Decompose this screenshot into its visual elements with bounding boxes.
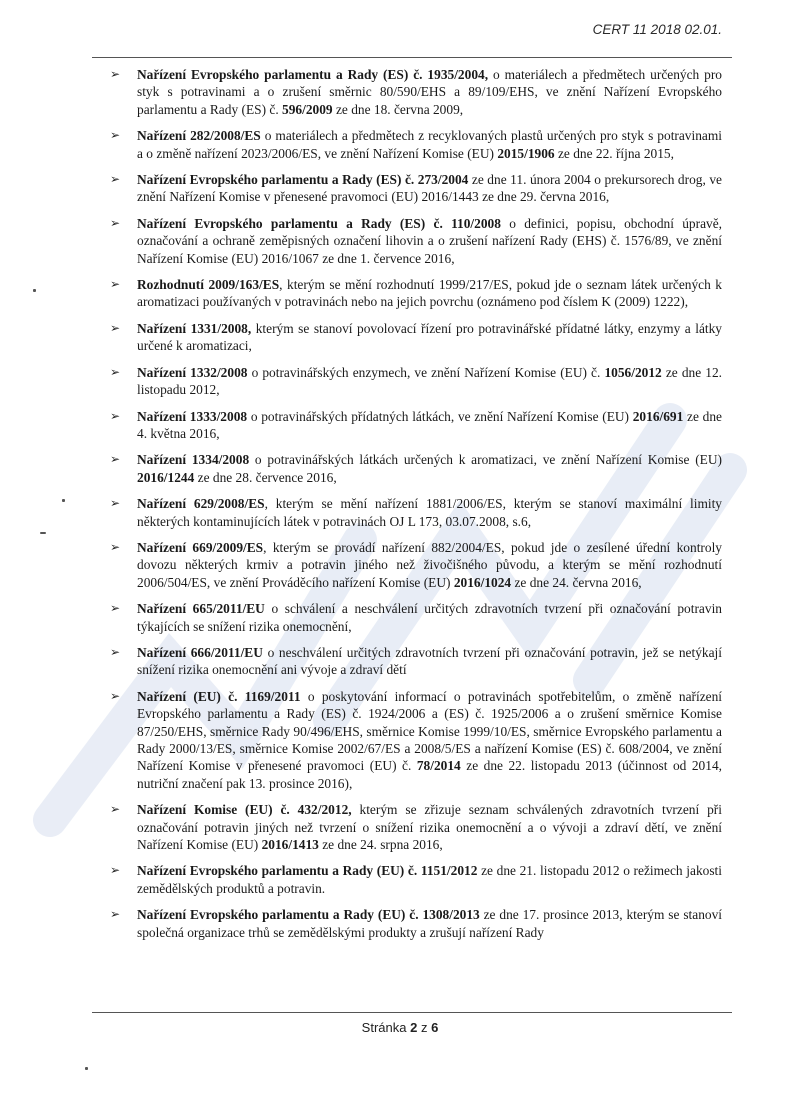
- regulation-reference: 2016/1413: [261, 837, 319, 853]
- regulation-item: [110, 644, 722, 679]
- regulation-text: ze dne 24. srpna 2016,: [318, 837, 443, 853]
- regulation-text: o neschválení určitých zdravotních tvrzení při označování potravin, jež se netýkají snížení rizika onemocnění ani vývoje a zdraví dětí: [137, 644, 722, 678]
- regulation-text: ze dne 4. května 2016,: [137, 408, 722, 441]
- arrowhead-bullet-icon: ➢: [110, 67, 121, 81]
- regulation-reference: Nařízení 665/2011/EU: [137, 601, 265, 617]
- regulation-reference: Nařízení Komise (EU) č. 432/2012,: [137, 802, 352, 818]
- regulation-item: [110, 66, 722, 118]
- regulation-reference: Nařízení (EU) č. 1169/2011: [137, 688, 301, 704]
- regulation-item: [110, 127, 722, 162]
- regulation-text: ze dne 28. července 2016,: [194, 469, 337, 485]
- page-word: Stránka: [361, 1020, 407, 1035]
- regulation-reference: 2015/1906: [497, 145, 555, 161]
- arrowhead-bullet-icon: ➢: [110, 408, 121, 423]
- arrowhead-bullet-icon: ➢: [110, 539, 121, 554]
- arrowhead-bullet-icon: ➢: [110, 496, 121, 511]
- regulation-text: ze dne 21. listopadu 2012 o režimech jakosti zemědělských produktů a potravin.: [137, 863, 722, 896]
- regulation-text: o potravinářských enzymech, ve znění Nařízení Komise (EU) č.: [247, 364, 605, 380]
- regulation-reference: 78/2014: [416, 758, 461, 774]
- regulation-reference: Nařízení 669/2009/ES: [137, 539, 264, 555]
- arrowhead-bullet-icon: ➢: [110, 863, 121, 878]
- regulation-item: [110, 688, 722, 792]
- page-footer: [0, 1020, 800, 1035]
- regulation-reference: Nařízení Evropského parlamentu a Rady (ES) č. 110/2008: [137, 215, 501, 231]
- footer-rule: [92, 1012, 732, 1013]
- regulation-text: ze dne 11. února 2004 o prekursorech drog, ve znění Nařízení Komise v přenesené pravomoci (EU) 2016/1443 ze dne 29. června 2016,: [137, 172, 722, 205]
- arrowhead-bullet-icon: ➢: [110, 907, 121, 922]
- regulation-reference: Nařízení 1334/2008: [137, 452, 250, 468]
- regulation-text: , kterým se mění nařízení 1881/2006/ES, kterým se stanoví maximální limity některých kontaminujících látek v potravinách OJ L 173, 03.07.2008, s.6,: [137, 496, 723, 529]
- regulation-text: , kterým se mění rozhodnutí 1999/217/ES, pokud jde o seznam látek určených k aromatizaci používaných v potravinách nebo na jejich povrchu (oznámeno pod číslem K (2009) 1222),: [137, 277, 722, 310]
- regulation-reference: 2016/691: [632, 408, 684, 424]
- regulation-text: o definici, popisu, obchodní úpravě, označování a ochraně zeměpisných označení lihovin a o zrušení nařízení Rady (EHS) č. 1576/89, ve znění Nařízení Komise (EU) 2016/1067 ze dne 1. července 2016,: [137, 215, 723, 266]
- regulation-reference: Rozhodnutí 2009/163/ES: [137, 277, 280, 293]
- regulation-text: ze dne 22. listopadu 2013 (účinnost od 2014, nutriční značení pak 13. prosince 2016),: [137, 758, 722, 791]
- regulation-text: , kterým se provádí nařízení 882/2004/ES, pokud jde o zesílené úřední kontroly dovozu některých krmiv a potravin jiného než živočišného původu, a kterým se mění rozhodnutí 2006/504/ES, ve znění Prováděcího nařízení Komise (EU): [137, 539, 722, 590]
- regulation-reference: 2016/1024: [453, 574, 512, 590]
- regulation-reference: Nařízení 666/2011/EU: [137, 644, 263, 660]
- arrowhead-bullet-icon: ➢: [110, 364, 121, 379]
- regulation-item: [110, 495, 722, 530]
- arrowhead-bullet-icon: ➢: [110, 688, 121, 703]
- arrowhead-bullet-icon: ➢: [110, 128, 121, 143]
- arrowhead-bullet-icon: ➢: [110, 452, 121, 467]
- regulation-reference: Nařízení 282/2008/ES: [137, 128, 261, 144]
- regulation-text: o schválení a neschválení určitých zdravotních tvrzení při označování potravin týkajících se snížení rizika onemocnění,: [137, 601, 722, 634]
- regulation-item: [110, 801, 722, 853]
- regulation-item: [110, 906, 722, 941]
- regulation-reference: 596/2009: [282, 101, 333, 117]
- regulation-text: o poskytování informací o potravinách spotřebitelům, o změně nařízení Evropského parlamentu a Rady (ES) č. 1924/2006 a (ES) č. 1925/2006 a o zrušení směrnice Komise 87/250/EHS, směrnice Rady 90/496/EHS, směrnice Komise 1999/10/ES, směrnice Evropského parlamentu a Rady 2000/13/ES, směrnice Komise 2002/67/ES a 2008/5/ES a nařízení Komise (ES) č. 608/2004, ve znění Nařízení Komise v přenesené pravomoci (EU) č.: [137, 688, 722, 774]
- regulation-text: ze dne 18. června 2009,: [332, 101, 464, 117]
- arrowhead-bullet-icon: ➢: [110, 802, 121, 817]
- regulation-text: ze dne 17. prosince 2013, kterým se stanoví společná organizace trhů se zemědělskými produkty a zrušují nařízení Rady: [137, 907, 723, 940]
- regulation-item: [110, 276, 722, 311]
- regulation-text: o materiálech a předmětech z recyklovaných plastů určených pro styk s potravinami a o změně nařízení 2023/2006/ES, ve znění Nařízení Komise (EU): [137, 128, 723, 161]
- regulation-text: kterým se zřizuje seznam schválených zdravotních tvrzení při označování potravin jiných než tvrzení o snížení rizika onemocnění a o vývoji a zdraví dětí, ve znění Nařízení Komise (EU): [137, 802, 722, 853]
- scan-speck: [33, 289, 36, 292]
- regulation-text: ze dne 12. listopadu 2012,: [137, 364, 722, 398]
- document-code: CERT 11 2018 02.01.: [592, 22, 722, 37]
- regulation-text: o potravinářských látkách určených k aromatizaci, ve znění Nařízení Komise (EU): [249, 452, 722, 468]
- regulation-item: [110, 215, 722, 267]
- arrowhead-bullet-icon: ➢: [110, 320, 121, 335]
- regulation-item: [110, 171, 722, 206]
- regulation-reference: Nařízení Evropského parlamentu a Rady (EU) č. 1308/2013: [137, 907, 480, 923]
- arrowhead-bullet-icon: ➢: [110, 215, 121, 230]
- regulation-reference: Nařízení Evropského parlamentu a Rady (ES) č. 1935/2004,: [137, 67, 489, 82]
- regulation-text: ze dne 24. června 2016,: [511, 574, 642, 590]
- scan-speck: [85, 1067, 88, 1070]
- regulation-text: ze dne 22. října 2015,: [554, 145, 674, 161]
- regulation-reference: Nařízení 1331/2008,: [137, 320, 252, 336]
- scan-speck: [62, 499, 65, 502]
- scan-speck: [40, 532, 46, 534]
- arrowhead-bullet-icon: ➢: [110, 277, 121, 292]
- regulation-item: [110, 408, 722, 443]
- regulation-reference: 1056/2012: [604, 364, 662, 380]
- regulation-reference: Nařízení 629/2008/ES: [137, 496, 265, 512]
- page-current: 2: [410, 1020, 418, 1035]
- regulation-reference: Nařízení 1333/2008: [137, 408, 248, 424]
- regulation-text: o materiálech a předmětech určených pro styk s potravinami a o zrušení směrnic 80/590/EHS a 89/109/EHS, ve znění Nařízení Evropského parlamentu a Rady (ES) č.: [137, 67, 722, 117]
- regulation-item: [110, 539, 722, 591]
- regulation-item: [110, 600, 722, 635]
- regulation-text: kterým se stanoví povolovací řízení pro potravinářské přídatné látky, enzymy a látky určené k aromatizaci,: [137, 320, 723, 354]
- regulation-list: [110, 66, 722, 950]
- regulation-item: [110, 364, 722, 399]
- arrowhead-bullet-icon: ➢: [110, 172, 121, 187]
- regulation-reference: Nařízení Evropského parlamentu a Rady (EU) č. 1151/2012: [137, 863, 478, 879]
- arrowhead-bullet-icon: ➢: [110, 644, 121, 659]
- regulation-reference: Nařízení 1332/2008: [137, 364, 248, 380]
- arrowhead-bullet-icon: ➢: [110, 601, 121, 616]
- header-rule: [92, 57, 732, 58]
- regulation-item: [110, 862, 722, 897]
- page-sep: z: [420, 1020, 428, 1035]
- regulation-reference: Nařízení Evropského parlamentu a Rady (ES) č. 273/2004: [137, 172, 469, 188]
- regulation-item: [110, 451, 722, 486]
- page-total: 6: [431, 1020, 439, 1035]
- regulation-item: [110, 320, 722, 355]
- regulation-reference: 2016/1244: [137, 469, 195, 485]
- regulation-text: o potravinářských přídatných látkách, ve znění Nařízení Komise (EU): [247, 408, 633, 424]
